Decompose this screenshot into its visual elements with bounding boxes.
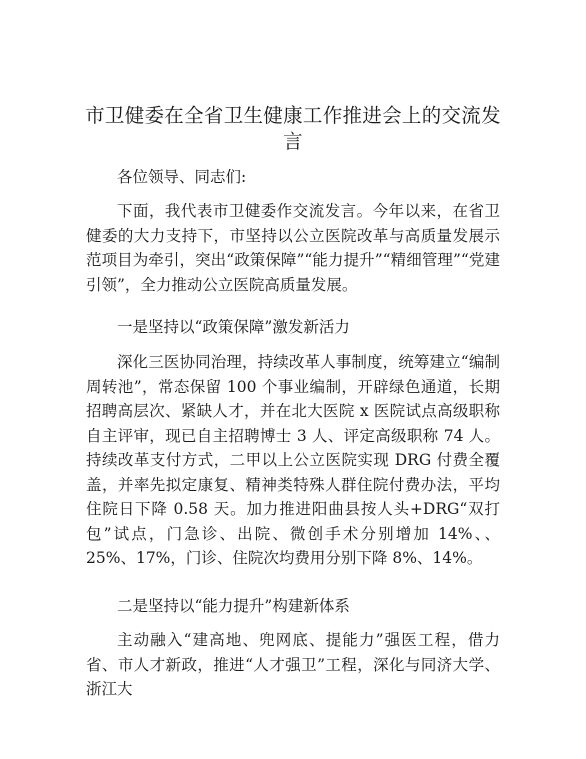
salutation: 各位领导、同志们:	[117, 168, 247, 186]
section-heading-policy: 一是坚持以“政策保障”激发新活力	[117, 318, 350, 336]
intro-paragraph: 下面，我代表市卫健委作交流发言。今年以来，在省卫健委的大力支持下，市坚持以公立医院改革与高质量发展示范项目为牵引，突出“政策保障”“能力提升”“精细管理”“党建引领”，全力推动公立医院高质量发展。	[86, 202, 500, 294]
section-body-policy: 深化三医协同治理，持续改革人事制度，统筹建立“编制周转池”，常态保留 100 个事业编制，开辟绿色通道，长期招聘高层次、紧缺人才，并在北大医院 x 医院试点高级职称自主评审，现已自主招聘博士 3 人、评定高级职称 74 人。持续改革支付方式，二甲以上公立医院实现 DRG 付费全覆盖，并率先拟定康复、精神类特殊人群住院付费办法，平均住院日下降 0.58 天。加力推进阳曲县按人头+DRG“双打包”试点，门急诊、出院、微创手术分别增加 14%、、25%、17%，门诊、住院次均费用分别下降 8%、14%。	[86, 353, 500, 567]
section-heading-capability: 二是坚持以“能力提升”构建新体系	[117, 597, 350, 615]
document-title: 市卫健委在全省卫生健康工作推进会上的交流发言	[85, 104, 501, 153]
section-body-capability: 主动融入“建高地、兜网底、提能力”强医工程，借力省、市人才新政，推进“人才强卫”工程，深化与同济大学、浙江大	[86, 631, 500, 698]
